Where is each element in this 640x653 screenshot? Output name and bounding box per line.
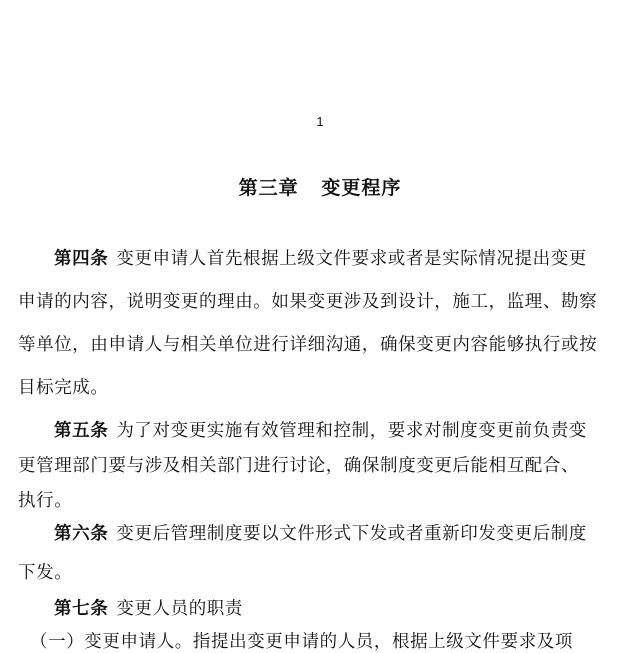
article-6-text-1: 变更后管理制度要以文件形式下发或者重新印发变更后制度 [116,524,587,544]
chapter-title: 第三章 变更程序 [238,177,402,199]
article-5-line-2: 更管理部门要与涉及相关部门进行讨论，确保制度变更后能相互配合、 [18,456,580,476]
article-4-text-1: 变更申请人首先根据上级文件要求或者是实际情况提出变更 [116,249,587,269]
article-4-line-2: 申请的内容，说明变更的理由。如果变更涉及到设计，施工，监理、勘察 [18,292,598,312]
page-number: 1 [316,114,324,129]
article-7-text-1: 变更人员的职责 [116,599,244,619]
article-4-line-1 [54,245,628,270]
article-6-line-1 [54,520,628,545]
article-7-label: 第七条 [54,599,109,619]
article-4-label: 第四条 [54,249,109,269]
article-6-line-2: 下发。 [18,563,73,583]
article-4-line-4: 目标完成。 [18,378,109,398]
article-5-line-3: 执行。 [18,491,73,511]
article-5-line-1 [54,417,628,442]
article-7-clause-1-line: （一）变更申请人。指提出变更申请的人员，根据上级文件要求及项 [30,632,573,652]
article-5-label: 第五条 [54,421,109,441]
article-5-text-1: 为了对变更实施有效管理和控制，要求对制度变更前负责变 [116,421,587,441]
article-6-label: 第六条 [54,524,109,544]
article-7-line-1 [54,595,628,620]
article-4-line-3: 等单位，由申请人与相关单位进行详细沟通，确保变更内容能够执行或按 [18,335,598,355]
